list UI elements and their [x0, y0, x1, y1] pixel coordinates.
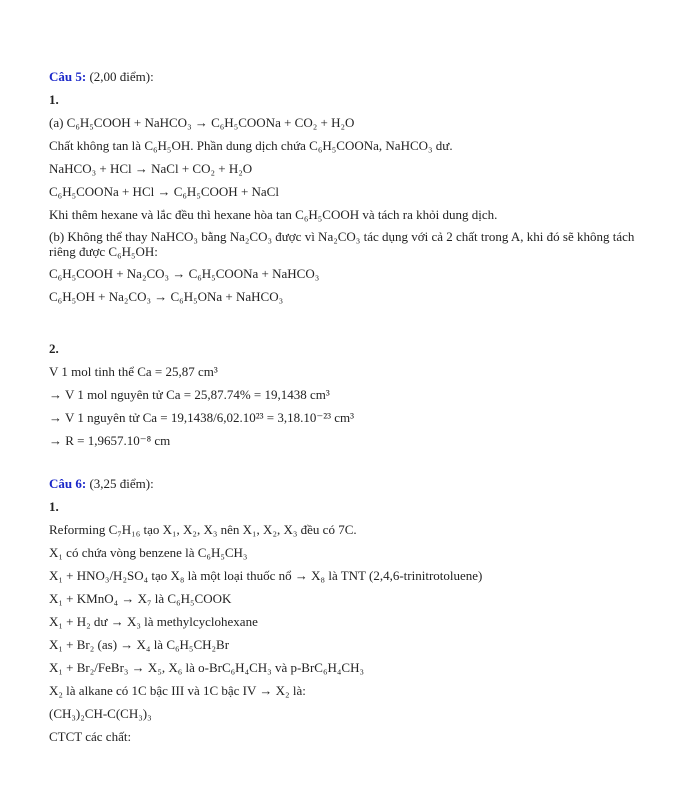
- q6-hydrogenation: X₁ + H₂ dư → X₃ là methylcyclohexane: [49, 614, 258, 629]
- q5-reaction-benzoate-hcl: C₆H₅COONa + HCl → C₆H₅COOH + NaCl: [49, 184, 279, 199]
- q6-nitration: X₁ + HNO₃/H₂SO₄ tạo X₈ là một loại thuốc nổ → X₈ là TNT (2,4,6-trinitrotoluene): [49, 568, 483, 583]
- q5-reaction-nahco3-hcl: NaHCO₃ + HCl → NaCl + CO₂ + H₂O: [49, 161, 253, 176]
- question-5-label: Câu 5:: [49, 69, 87, 84]
- q6-ring-bromination: X₁ + Br₂/FeBr₃ → X₅, X₆ là o-BrC₆H₄CH₃ và p-BrC₆H₄CH₃: [49, 660, 365, 675]
- q5-hexane-note: Khi thêm hexane và lắc đều thì hexane hòa tan C₆H₅COOH và tách ra khỏi dung dịch.: [49, 207, 498, 222]
- q5-part-2-number: 2.: [49, 341, 59, 356]
- q6-x2-structure: (CH₃)₂CH-C(CH₃)₃: [49, 706, 152, 721]
- q5-part-b-explanation: (b) Không thể thay NaHCO₃ bằng Na₂CO₃ được vì Na₂CO₃ tác dụng với cả 2 chất trong A, khi đó sẽ không tách riêng được C₆H₅OH:: [49, 229, 635, 259]
- spacer: [49, 311, 649, 340]
- q5-crystal-volume: V 1 mol tinh thể Ca = 25,87 cm³: [49, 364, 218, 379]
- question-5-heading: [49, 68, 649, 85]
- q6-structures-heading: CTCT các chất:: [49, 729, 132, 744]
- question-6-points: (3,25 điểm):: [86, 476, 154, 491]
- spacer: [49, 455, 649, 475]
- q6-x1-identity: X₁ có chứa vòng benzene là C₆H₅CH₃: [49, 545, 248, 560]
- q6-x2-alkane: X₂ là alkane có 1C bậc III và 1C bậc IV → X₂ là:: [49, 683, 306, 698]
- question-6-label: Câu 6:: [49, 476, 87, 491]
- question-6-heading: [49, 475, 649, 492]
- solution-document: [49, 68, 649, 751]
- q6-oxidation: X₁ + KMnO₄ → X₇ là C₆H₅COOK: [49, 591, 232, 606]
- q5-reaction-benzoic-na2co3: C₆H₅COOH + Na₂CO₃ → C₆H₅COONa + NaHCO₃: [49, 266, 320, 281]
- q5-atomic-volume-mol: → V 1 mol nguyên tử Ca = 25,87.74% = 19,1438 cm³: [49, 387, 330, 402]
- q5-insoluble-note: Chất không tan là C₆H₅OH. Phần dung dịch chứa C₆H₅COONa, NaHCO₃ dư.: [49, 138, 453, 153]
- q5-radius-result: → R = 1,9657.10⁻⁸ cm: [49, 433, 171, 448]
- q6-radical-bromination: X₁ + Br₂ (as) → X₄ là C₆H₅CH₂Br: [49, 637, 230, 652]
- q5-reaction-phenol-na2co3: C₆H₅OH + Na₂CO₃ → C₆H₅ONa + NaHCO₃: [49, 289, 284, 304]
- q6-part-1-number: 1.: [49, 499, 59, 514]
- q5-reaction-a: (a) C₆H₅COOH + NaHCO₃ → C₆H₅COONa + CO₂ + H₂O: [49, 115, 355, 130]
- q5-part-1-number: 1.: [49, 92, 59, 107]
- q6-reforming-note: Reforming C₇H₁₆ tạo X₁, X₂, X₃ nên X₁, X₂, X₃ đều có 7C.: [49, 522, 357, 537]
- q5-atom-volume: → V 1 nguyên tử Ca = 19,1438/6,02.10²³ = 3,18.10⁻²³ cm³: [49, 410, 355, 425]
- question-5-points: (2,00 điểm):: [86, 69, 154, 84]
